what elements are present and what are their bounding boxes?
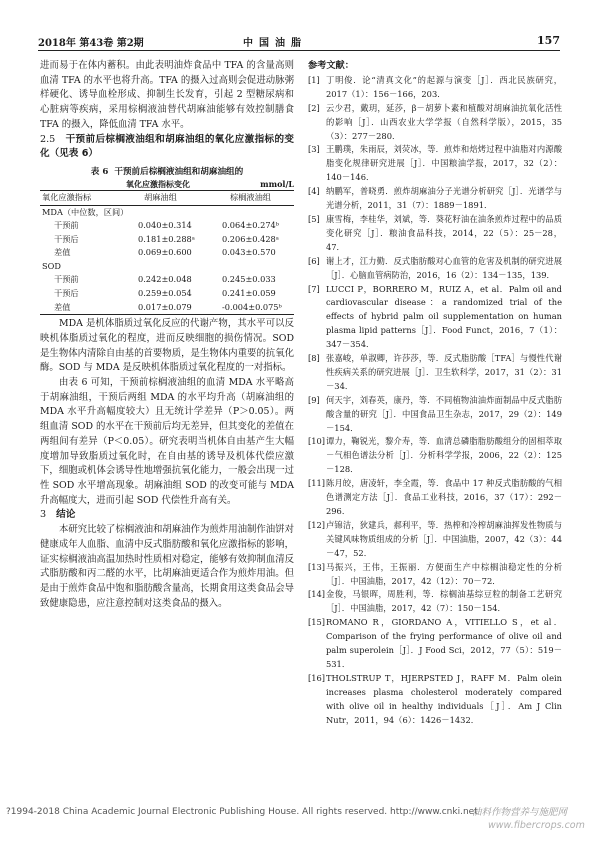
reference-text: 纳鹏军，普晓勇．煎炸胡麻油分子光谱分析研究［J］．光谱学与光谱分析，2011，31（7）：1889－1891． <box>326 186 562 211</box>
reference-number: [14] <box>308 589 326 600</box>
site-watermark: 油料作物营养与施肥网 <box>472 807 568 818</box>
row-label: 差值 <box>54 301 71 312</box>
reference-item <box>306 352 562 394</box>
reference-text: 丁明俊．论“清真文化”的起源与演变［J］．西北民族研究，2017（1）：156－166，203． <box>326 74 562 99</box>
reference-number: [13] <box>308 561 326 572</box>
copyright-text: ?1994-2018 China Academic Journal Electronic Publishing House. All rights reserved. <box>6 807 388 817</box>
site-watermark-url: www.fibercrops.com <box>488 820 585 831</box>
column-header: 胡麻油组 <box>144 191 177 202</box>
section-title: 结论 <box>56 509 76 521</box>
table-title: 干预前后棕榈液油组和胡麻油组的 <box>114 166 244 177</box>
reference-text: 康雪梅，李桂华，刘斌，等．葵花籽油在油条煎炸过程中的品质变化研究［J］．粮油食品科技，2014，22（5）：25－28，47． <box>326 213 562 252</box>
reference-item <box>306 519 562 561</box>
mda-paragraph: MDA 是机体脂质过氧化反应的代谢产物，其水平可以反映机体脂质过氧化的程度，进而反映细胞的损伤情况。SOD 是生物体内清除自由基的首要物质，是生物体内重要的抗氧化酶。SOD 与 MDA 是反映机体脂质过氧化程度的一对指标。 <box>40 318 294 374</box>
cell-value: 0.069±0.600 <box>138 247 192 258</box>
cell-value: 0.043±0.570 <box>222 247 276 258</box>
reference-item <box>306 672 562 728</box>
reference-text: 王鹏璞，朱雨辰，刘荧冰，等．煎炸和焙烤过程中油脂对内源酸脂变化规律研究进展［J］．中国粮油学报，2017，32（2）：140－146． <box>326 144 562 183</box>
reference-number: [5] <box>308 213 320 224</box>
cell-value: 0.017±0.079 <box>138 301 192 312</box>
reference-text: ROMANO R，GIORDANO A，VITIELLO S，et al．Comparison of the frying performance of olive oil and palm superolein［J］．J Food Sci，2012，77（5）：519－531． <box>326 617 562 669</box>
row-label: 干预后 <box>54 233 79 244</box>
table-unit: mmol/L <box>260 178 294 189</box>
reference-text: 卢锦洁，狄建兵，郝利平，等．热榨和冷榨胡麻油挥发性物质与关键风味物质组成的分析［J］．中国油脂，2007，42（3）：44－47，52． <box>326 519 562 558</box>
reference-item <box>306 561 562 589</box>
table6-discussion-paragraph: 由表 6 可知，干预前棕榈液油组的血清 MDA 水平略高于胡麻油组，干预后两组 MDA 的水平均升高（胡麻油组的 MDA 水平升高幅度较大）且无统计学差异（P＞0.05）。两组血清 SOD 的水平在干预前后均无差异，但其变化的差值在两组间有差异（P＜0.05）。研究表明当机体自由基产生大幅度增加导致脂质过氧化时，在自由基的诱导及机体代偿应激下，细胞或机体会诱导性地增强抗氧化能力，一般会出现一过性 SOD 水平增高现象。胡麻油组 SOD 的改变可能与 MDA 升高幅度大，进而引起 SOD 代偿性升高有关。 <box>40 377 294 506</box>
reference-number: [16] <box>308 672 326 683</box>
reference-item <box>306 185 562 213</box>
left-column <box>40 59 294 611</box>
table-header-row <box>40 191 294 206</box>
table-row <box>40 246 294 260</box>
references-title: 参考文献： <box>308 60 354 71</box>
cell-value: 0.245±0.033 <box>222 274 276 285</box>
reference-item <box>306 74 562 102</box>
cell-value: 0.181±0.288ᵃ <box>138 233 195 244</box>
intro-paragraph: 进而易于在体内蓄积。由此表明油炸食品中 TFA 的含量高则血清 TFA 的水平也将升高。TFA 的摄入过高则会促进动脉粥样硬化、诱导血栓形成、抑制生长发育，引起 2 型糖尿病和心脏病等疾病，采用棕榈液油替代胡麻油能够有效控制膳食 TFA 的摄入，降低血清 TFA 水平。 <box>40 60 294 130</box>
reference-text: 何天宇，刘春英，康丹，等．不同植物油油炸面制品中反式脂肪酸含量的研究［J］．中国食品卫生杂志，2017，29（2）：149－154． <box>326 394 562 433</box>
section-heading-2-5 <box>40 133 294 162</box>
reference-item <box>306 616 562 672</box>
table-row <box>40 233 294 247</box>
reference-number: [8] <box>308 353 320 364</box>
reference-item <box>306 435 562 477</box>
issue-info: 2018年 第43卷 第2期 <box>38 38 144 49</box>
cell-value: 0.040±0.314 <box>138 220 192 231</box>
header-rule <box>38 50 560 51</box>
cell-value: 0.259±0.054 <box>138 288 192 299</box>
reference-text: 谢上才，江力勤．反式脂肪酸对心血管的危害及机制的研究进展［J］．心脑血管病防治，2016，16（2）：134－135，139． <box>326 255 562 280</box>
table-6 <box>40 166 294 315</box>
reference-text: 金俊，马银晖，周胜利，等．棕榈油基综豆粒的制备工艺研究［J］．中国油脂，2017，42（7）：150－154． <box>326 589 562 614</box>
cell-value: -0.004±0.075ᵇ <box>222 301 282 312</box>
reference-number: [6] <box>308 255 320 266</box>
reference-item <box>306 213 562 255</box>
references-column <box>306 59 562 728</box>
reference-item <box>306 102 562 144</box>
table-row <box>40 273 294 287</box>
table-row <box>40 219 294 233</box>
journal-name: 中国油脂 <box>243 38 307 49</box>
reference-item <box>306 143 562 185</box>
table-label: 表 6 <box>90 166 109 177</box>
table-title-line-2: 氧化应激指标变化 <box>126 178 190 189</box>
table-row <box>40 287 294 301</box>
column-header: 氧化应激指标 <box>42 191 92 202</box>
group-label: SOD <box>42 260 61 271</box>
reference-number: [12] <box>308 519 326 530</box>
table-group-row <box>40 260 294 274</box>
reference-item <box>306 588 562 616</box>
cell-value: 0.206±0.428ᵃ <box>222 233 279 244</box>
reference-text: 陈月皎，唐凌轩，李全霞，等．食品中 17 种反式脂肪酸的气相色谱测定方法［J］．食品工业科技，2016，37（17）：292－296． <box>326 478 562 516</box>
cell-value: 0.064±0.274ᵇ <box>222 220 280 231</box>
reference-text: THOLSTRUP T，HJERPSTED J，RAFF M．Palm olein increases plasma cholesterol moderately compared with olive oil in healthy individuals［J］．Am J Clin Nutr，2011，94（6）：1426－1432． <box>326 672 562 725</box>
page-number: 157 <box>537 34 560 47</box>
cell-value: 0.241±0.059 <box>222 288 276 299</box>
table-group-row <box>40 206 294 220</box>
reference-text: 谭力，鞠锐光，黎介寿，等．血清总磷脂脂肪酸组分的固相萃取－气相色谱法分析［J］．分析科学学报，2006，22（2）：125－128． <box>326 436 562 475</box>
reference-text: 云少君，戴玥，延莎，β－胡萝卜素和植酸对胡麻油抗氧化活性的影响［J］．山西农业大学学报（自然科学版），2015，35（3）：277－280． <box>326 102 562 141</box>
table-body <box>40 190 294 315</box>
running-header <box>38 34 560 50</box>
table-row <box>40 301 294 315</box>
reference-number: [9] <box>308 394 320 405</box>
reference-item <box>306 394 562 436</box>
group-label: MDA（中位数，区间） <box>42 206 129 217</box>
section-number: 2.5 <box>40 133 56 145</box>
section-heading-3 <box>40 508 294 523</box>
reference-item <box>306 283 562 353</box>
reference-number: [11] <box>308 478 326 489</box>
copyright-footer <box>6 807 478 817</box>
reference-text: 张嘉峻，单淑卿，许莎莎，等．反式脂肪酸［TFA］与慢性代谢性疾病关系的研究进展［J］．卫生软科学，2017，31（2）：31－34． <box>326 353 562 391</box>
reference-item <box>306 255 562 283</box>
table-caption <box>40 166 294 178</box>
reference-number: [7] <box>308 283 320 294</box>
reference-number: [15] <box>308 617 326 628</box>
section-title: 干预前后棕榈液油组和胡麻油组的氧化应激指标的变化（见表 6） <box>40 133 294 160</box>
cell-value: 0.242±0.048 <box>138 274 192 285</box>
section-number: 3 <box>40 509 47 521</box>
row-label: 干预前 <box>54 274 79 285</box>
reference-number: [4] <box>308 186 320 197</box>
reference-number: [10] <box>308 436 326 447</box>
reference-number: [1] <box>308 74 320 85</box>
row-label: 差值 <box>54 247 71 258</box>
conclusion-paragraph: 本研究比较了棕榈液油和胡麻油作为煎炸用油制作油饼对健康成年人血脂、血清中反式脂肪酸和氧化应激指标的影响，证实棕榈液油高温加热时性质相对稳定，能够有效抑制血清反式脂肪酸和丙二醛的水平，比胡麻油更适合作为煎炸用油。但是由于煎炸食品中饱和脂肪酸含量高，长期食用这类食品会导致健康隐患，应注意控制对这类食品的摄入。 <box>40 524 294 609</box>
column-header: 棕榈液油组 <box>230 191 271 202</box>
row-label: 干预前 <box>54 220 79 231</box>
reference-number: [3] <box>308 144 320 155</box>
cnki-link[interactable]: http://www.cnki.net <box>390 807 478 817</box>
table-subtitle <box>40 178 294 190</box>
reference-text: 马振兴，王伟，王振丽．方便面生产中棕榈油稳定性的分析［J］．中国油脂，2017，42（12）：70－72． <box>326 561 562 586</box>
reference-number: [2] <box>308 102 320 113</box>
reference-text: LUCCI P，BORRERO M，RUIZ A，et al．Palm oil and cardiovascular disease：a randomized trial of the effects of hybrid palm oil supplementation on human plasma lipid patterns［J］．Food Funct，2016，7（1）：347－354． <box>326 283 562 350</box>
row-label: 干预后 <box>54 288 79 299</box>
reference-item <box>306 477 562 519</box>
